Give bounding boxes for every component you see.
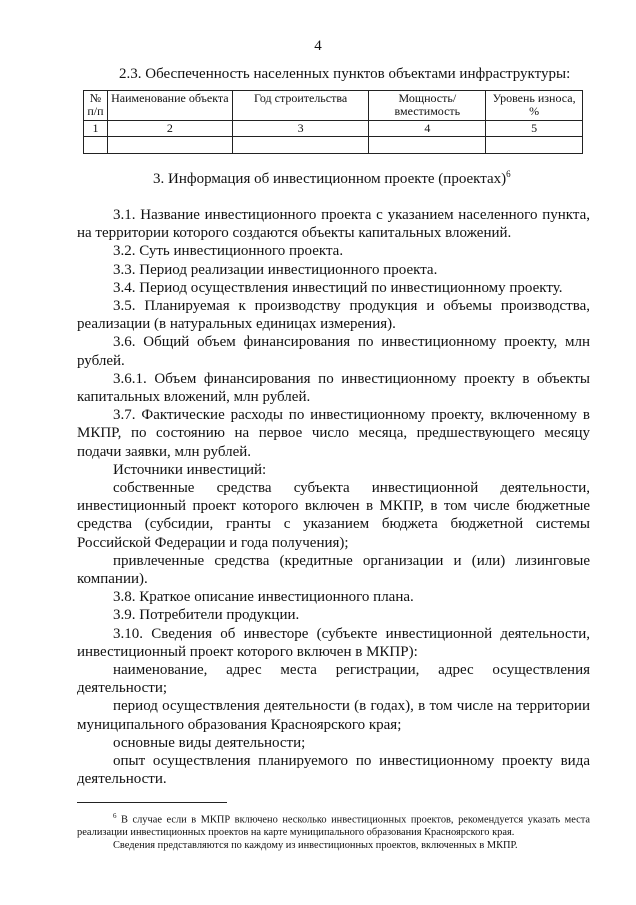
page-number: 4: [314, 38, 322, 54]
footnote-mark: 6: [113, 812, 117, 820]
paragraph: 3.10. Сведения об инвесторе (субъекте инвестиционной деятельности, инвестиционный проект которого включен в МКПР):: [77, 625, 590, 660]
table-header-cell: № п/п: [84, 91, 108, 121]
footnote-text-2: Сведения представляются по каждому из инвестиционных проектов, включенных в МКПР.: [113, 840, 518, 852]
table-number-cell: 3: [232, 121, 369, 137]
paragraph: 3.6.1. Объем финансирования по инвестиционному проекту в объекты капитальных вложений, млн рублей.: [77, 370, 590, 406]
paragraph: период осуществления деятельности (в годах), в том числе на территории муниципального образования Красноярского края;: [77, 698, 590, 733]
table-number-row: [84, 121, 583, 137]
table-number-cell: 4: [369, 121, 486, 137]
paragraph: 3.3. Период реализации инвестиционного проекта.: [113, 261, 438, 278]
section-3-heading: [153, 169, 511, 188]
table-number-cell: 1: [84, 121, 108, 137]
section-3-heading-text: 3. Информация об инвестиционном проекте (проектах): [153, 171, 507, 187]
table-empty-cell: [486, 137, 583, 154]
footnote-divider: [77, 802, 227, 803]
paragraph: 3.2. Суть инвестиционного проекта.: [113, 243, 344, 260]
paragraph: Источники инвестиций:: [113, 461, 267, 478]
paragraph: 3.1. Название инвестиционного проекта с указанием населенного пункта, на территории которого создаются объекты капитальных вложений.: [77, 207, 590, 242]
table-header-cell: Год строительства: [232, 91, 369, 121]
paragraph: собственные средства субъекта инвестиционной деятельности, инвестиционный проект которого включен в МКПР, в том числе бюджетные средства (субсидии, гранты с указанием бюджета бюджетной системы Российской Федерации и года получения);: [77, 480, 590, 551]
table-header-cell: Наименование объекта: [107, 91, 232, 121]
table-empty-cell: [107, 137, 232, 154]
footnote-reference: 6: [506, 169, 511, 179]
table-empty-cell: [84, 137, 108, 154]
section-2-3-heading: 2.3. Обеспеченность населенных пунктов объектами инфраструктуры:: [119, 66, 571, 82]
table-header-cell: Мощность/ вместимость: [369, 91, 486, 121]
paragraph: 3.9. Потребители продукции.: [113, 607, 300, 624]
paragraph: 3.4. Период осуществления инвестиций по инвестиционному проекту.: [113, 279, 563, 296]
table-empty-row: [84, 137, 583, 154]
table-number-cell: 2: [107, 121, 232, 137]
section-3-body: [77, 206, 590, 789]
table-number-cell: 5: [486, 121, 583, 137]
table-header-cell: Уровень износа, %: [486, 91, 583, 121]
table-header-row: [84, 91, 583, 121]
paragraph: наименование, адрес места регистрации, адрес осуществления деятельности;: [77, 662, 590, 697]
table-empty-cell: [232, 137, 369, 154]
paragraph: основные виды деятельности;: [113, 734, 306, 751]
paragraph: 3.6. Общий объем финансирования по инвестиционному проекту, млн рублей.: [77, 334, 590, 369]
footnote-text: [77, 810, 590, 839]
paragraph: 3.8. Краткое описание инвестиционного плана.: [113, 589, 414, 606]
infrastructure-table: [83, 90, 583, 154]
paragraph: 3.5. Планируемая к производству продукция и объемы производства, реализации (в натуральных единицах измерения).: [77, 298, 590, 333]
footnote: [77, 810, 590, 852]
paragraph: опыт осуществления планируемого по инвестиционному проекту вида деятельности.: [77, 753, 590, 788]
paragraph: 3.7. Фактические расходы по инвестиционному проекту, включенному в МКПР, по состоянию на первое число месяца, предшествующего месяцу подачи заявки, млн рублей.: [77, 407, 590, 460]
table-empty-cell: [369, 137, 486, 154]
footnote-text-1: В случае если в МКПР включено несколько инвестиционных проектов, рекомендуется указать места реализации инвестиционных проектов на карте муниципального образования Красноярского края.: [77, 814, 590, 839]
paragraph: привлеченные средства (кредитные организации и (или) лизинговые компании).: [77, 552, 590, 588]
